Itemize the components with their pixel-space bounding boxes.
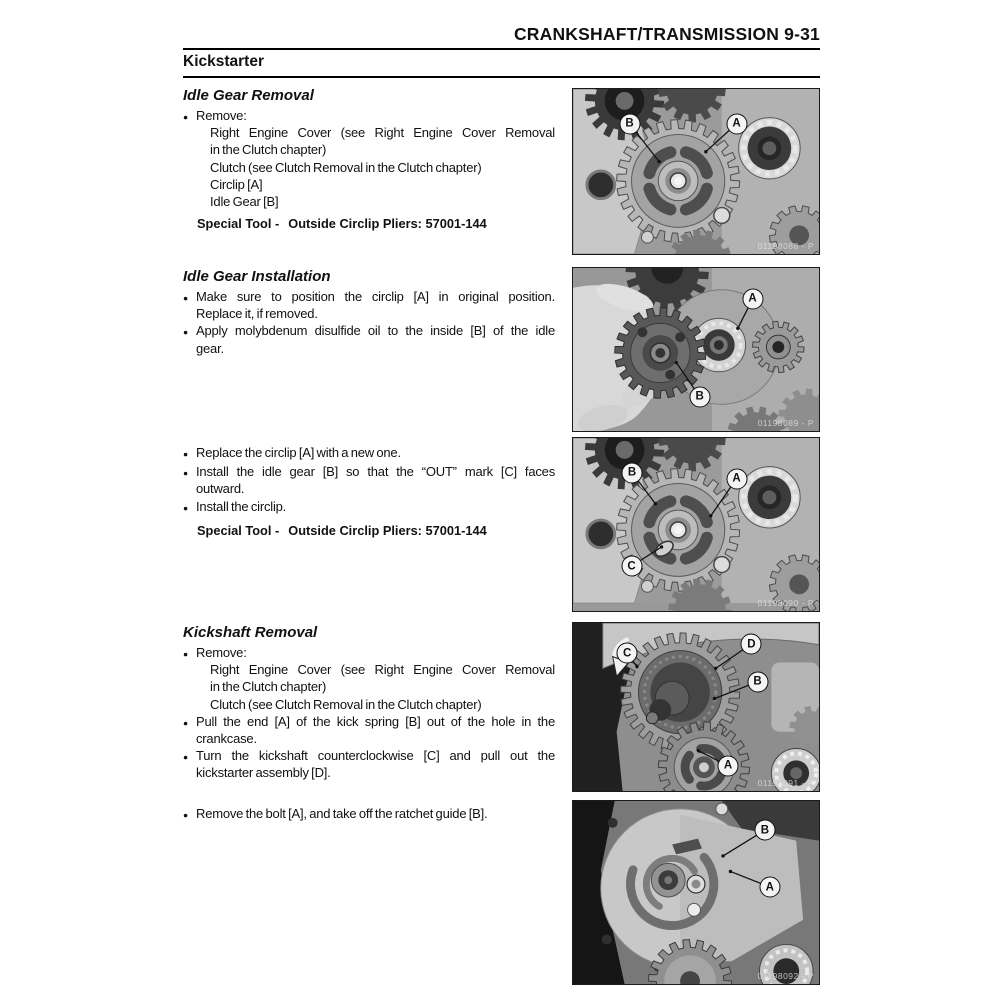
bullet-item — [183, 107, 555, 210]
special-tool-value: Outside Circlip Pliers: 57001-144 — [288, 522, 487, 538]
bullet-marker — [183, 322, 196, 356]
callout-C: C — [621, 556, 642, 577]
header-divider — [183, 48, 820, 50]
bullet-text: kickstarter assembly [D]. — [196, 765, 331, 781]
list-line: Circlip [A] — [210, 176, 263, 192]
callout-B: B — [619, 113, 640, 134]
callout-B: B — [754, 820, 775, 841]
photo-kickshaft-removal — [572, 622, 820, 792]
list-line: in the Clutch chapter) — [210, 142, 327, 158]
callout-C: C — [617, 643, 638, 664]
list-line: in the Clutch chapter) — [210, 679, 327, 695]
section-heading-idle-gear-removal: Idle Gear Removal — [183, 87, 314, 104]
bullet-marker — [183, 805, 196, 824]
bullet-item — [183, 322, 555, 356]
list-line: Clutch (see Clutch Removal in the Clutch chapter) — [210, 696, 482, 712]
bullet-marker — [183, 444, 196, 463]
photo-scene — [573, 801, 819, 984]
bullet-marker — [183, 747, 196, 781]
special-tool-label: Special Tool - — [197, 522, 280, 538]
callout-D: D — [741, 634, 762, 655]
bullet-item — [183, 444, 555, 463]
bullet-marker — [183, 107, 196, 210]
bullet-text: Pull the end [A] of the kick spring [B] out of the hole in the — [196, 713, 555, 729]
page-header-title: CRANKSHAFT/TRANSMISSION 9-31 — [513, 24, 820, 44]
bullet-item — [183, 747, 555, 781]
callout-A: A — [742, 288, 763, 309]
list-line: Idle Gear [B] — [210, 194, 279, 210]
kickshaft-removal-block — [183, 624, 555, 782]
photo-watermark: 01198088 - P — [757, 241, 814, 251]
bullet-marker — [183, 463, 196, 497]
bullet-text: Replace the circlip [A] with a new one. — [196, 445, 401, 460]
callout-A: A — [726, 468, 747, 489]
bullet-item — [183, 463, 555, 497]
bullet-text: Install the idle gear [B] so that the “OUT” mark [C] faces — [196, 464, 555, 480]
bullet-text: Make sure to position the circlip [A] in original position. — [196, 289, 555, 304]
circlip-steps-block — [183, 444, 555, 539]
photo-idle-gear-installation — [572, 267, 820, 432]
photo-idle-gear-out-mark — [572, 437, 820, 612]
photo-scene — [573, 89, 819, 254]
bullet-text: Apply molybdenum disulfide oil to the inside [B] of the idle — [196, 323, 555, 339]
idle-gear-installation-block — [183, 268, 555, 357]
bullet-marker — [183, 644, 196, 713]
bullet-item — [183, 288, 555, 322]
section-heading-idle-gear-installation: Idle Gear Installation — [183, 268, 331, 285]
bullet-item — [183, 498, 555, 517]
callout-A: A — [717, 755, 738, 776]
list-line: Right Engine Cover (see Right Engine Cover Removal — [210, 125, 555, 141]
callout-A: A — [759, 877, 780, 898]
bullet-item — [183, 805, 555, 824]
photo-ratchet-guide — [572, 800, 820, 985]
ratchet-guide-block — [183, 805, 555, 824]
section-divider — [183, 76, 820, 78]
section-heading-kickshaft-removal: Kickshaft Removal — [183, 624, 318, 641]
bullet-marker — [183, 498, 196, 517]
callout-B: B — [622, 462, 643, 483]
bullet-text: Replace it, if removed. — [196, 306, 318, 322]
photo-watermark: 01198090 - P — [757, 598, 814, 608]
special-tool-note — [183, 215, 555, 232]
bullet-item — [183, 644, 555, 713]
bullet-text: outward. — [196, 481, 245, 497]
bullet-text: Remove: — [196, 108, 247, 123]
photo-watermark: 01198092 - P — [757, 971, 814, 981]
special-tool-value: Outside Circlip Pliers: 57001-144 — [288, 216, 487, 232]
bullet-text: Remove the bolt [A], and take off the ratchet guide [B]. — [196, 806, 488, 821]
bullet-item — [183, 713, 555, 747]
special-tool-note — [183, 522, 555, 539]
bullet-text: gear. — [196, 340, 224, 356]
kickstarter-section-title: Kickstarter — [183, 53, 264, 70]
bullet-text: Install the circlip. — [196, 498, 287, 514]
photo-idle-gear-removal — [572, 88, 820, 255]
special-tool-label: Special Tool - — [197, 216, 280, 232]
list-line: Right Engine Cover (see Right Engine Cover Removal — [210, 662, 555, 678]
callout-B: B — [689, 386, 710, 407]
photo-watermark: 01198091 - P — [757, 778, 814, 788]
photo-scene — [573, 623, 819, 791]
bullet-text: crankcase. — [196, 731, 257, 747]
list-line: Clutch (see Clutch Removal in the Clutch chapter) — [210, 159, 482, 175]
bullet-text: Turn the kickshaft counterclockwise [C] and pull out the — [196, 748, 555, 764]
callout-A: A — [726, 113, 747, 134]
photo-scene — [573, 438, 819, 611]
photo-watermark: 01198089 - P — [757, 418, 814, 428]
idle-gear-removal-block — [183, 87, 555, 232]
bullet-marker — [183, 288, 196, 322]
bullet-marker — [183, 713, 196, 747]
bullet-text: Remove: — [196, 645, 247, 660]
callout-B: B — [747, 671, 768, 692]
